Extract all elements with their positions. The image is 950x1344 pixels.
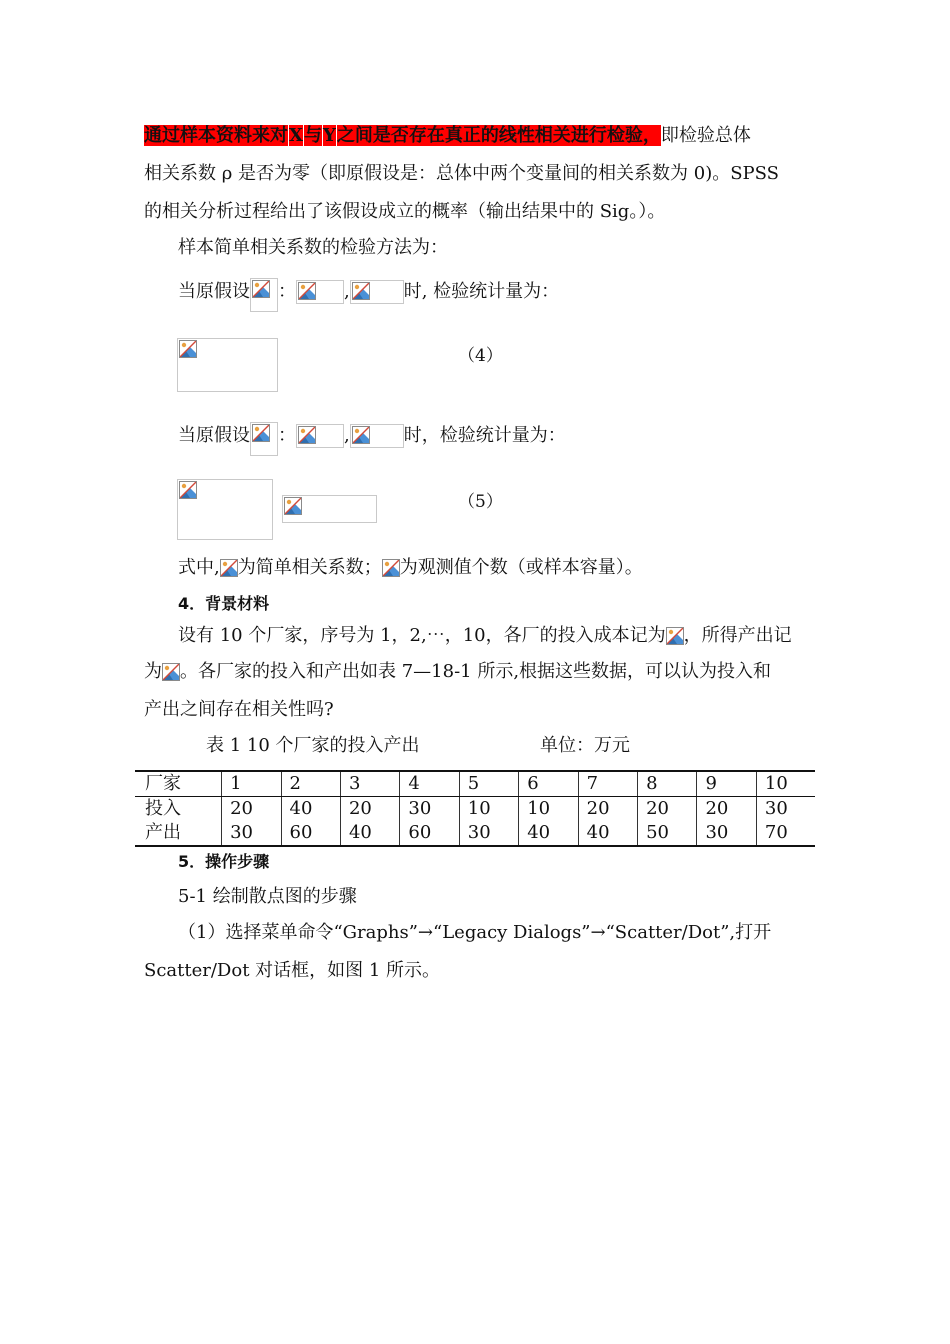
- table-cell: 8: [638, 771, 697, 797]
- table-cell: 10: [459, 797, 518, 822]
- equation-number: （4）: [458, 346, 503, 366]
- formula-image: [296, 424, 344, 448]
- table-cell: 10: [756, 771, 815, 797]
- table-cell: 6: [519, 771, 578, 797]
- table-cell: 30: [400, 797, 459, 822]
- para1-line2: 相关系数 ρ 是否为零（即原假设是：总体中两个变量间的相关系数为 0)。SPSS: [144, 163, 780, 184]
- table-cell: 30: [222, 821, 281, 846]
- table-cell: 30: [697, 821, 756, 846]
- broken-image-icon: [220, 559, 238, 577]
- broken-image-icon: [162, 663, 180, 681]
- cond-colon: ：: [278, 281, 296, 302]
- table-cell: 4: [400, 771, 459, 797]
- broken-image-icon: [382, 559, 400, 577]
- text: 。各厂家的投入和产出如表 7—18-1 所示,根据这些数据，可以认为投入和: [180, 661, 772, 682]
- table-cell: 60: [281, 821, 340, 846]
- formula-image: [282, 495, 377, 523]
- bg-line1: [178, 624, 792, 648]
- broken-image-icon: [352, 426, 370, 444]
- table-cell: 20: [340, 797, 399, 822]
- table-cell: 20: [578, 797, 637, 822]
- bg-line2: [144, 660, 771, 684]
- table-cell: 30: [459, 821, 518, 846]
- step1-line1: （1）选择菜单命令“Graphs”→“Legacy Dialogs”→“Scatter/Dot”,打开: [178, 922, 772, 943]
- table-cell: 40: [281, 797, 340, 822]
- text: 式中,: [178, 557, 220, 578]
- para1-line3: 的相关分析过程给出了该假设成立的概率（输出结果中的 Sig。）。: [144, 201, 666, 222]
- table-cell: 60: [400, 821, 459, 846]
- text: 为简单相关系数；: [237, 557, 382, 578]
- table-row: [135, 821, 815, 846]
- cond-comma: ,: [344, 281, 350, 302]
- highlight-text: 通过样本资料来对: [144, 125, 288, 146]
- text: 为: [144, 661, 162, 682]
- equation-number: （5）: [458, 492, 503, 512]
- highlight-text: 与: [303, 125, 322, 146]
- data-table: [135, 770, 815, 847]
- table-cell: 9: [697, 771, 756, 797]
- text: 即检验总体: [660, 125, 751, 146]
- broken-image-icon: [252, 424, 270, 442]
- step1-line2: Scatter/Dot 对话框，如图 1 所示。: [144, 960, 441, 981]
- text: ，所得产出记: [683, 625, 792, 646]
- var-y: Y: [322, 125, 336, 146]
- broken-image-icon: [179, 481, 197, 499]
- formula-image: [250, 422, 278, 456]
- broken-image-icon: [298, 282, 316, 300]
- table-cell: 10: [519, 797, 578, 822]
- table-cell: 产出: [135, 821, 222, 846]
- broken-image-icon: [298, 426, 316, 444]
- table-cell: 20: [638, 797, 697, 822]
- cond-suffix: 时，检验统计量为：: [403, 425, 566, 446]
- bg-line3: 产出之间存在相关性吗?: [144, 699, 334, 720]
- table-cell: 3: [340, 771, 399, 797]
- cond-colon: ：: [278, 425, 296, 446]
- cond-suffix: 时, 检验统计量为：: [403, 281, 560, 302]
- table-cell: 70: [756, 821, 815, 846]
- formula-image: [296, 280, 344, 304]
- formula-image: [350, 424, 404, 448]
- section-heading-5: 5．操作步骤: [178, 852, 270, 871]
- step-5-1: 5-1 绘制散点图的步骤: [178, 886, 357, 907]
- cond-prefix: 当原假设: [178, 281, 250, 302]
- table-cell: 40: [340, 821, 399, 846]
- table-cell: 7: [578, 771, 637, 797]
- table-cell: 40: [519, 821, 578, 846]
- equation-5-part: [282, 495, 377, 523]
- where-line: [178, 556, 643, 580]
- var-x: X: [289, 125, 303, 146]
- broken-image-icon: [252, 280, 270, 298]
- table-cell: 5: [459, 771, 518, 797]
- table-cell: 厂家: [135, 771, 222, 797]
- table-cell: 2: [281, 771, 340, 797]
- broken-image-icon: [352, 282, 370, 300]
- formula-image: [177, 479, 273, 540]
- equation-5: [177, 479, 273, 540]
- table-cell: 1: [222, 771, 281, 797]
- table-cell: 40: [578, 821, 637, 846]
- table-cell: 投入: [145, 798, 181, 819]
- formula-image: [350, 280, 404, 304]
- highlight-text: 之间是否存在真正的线性相关进行检验，: [336, 125, 661, 146]
- table-cell: 20: [222, 797, 281, 822]
- table-cell: 30: [756, 797, 815, 822]
- intro-line: 样本简单相关系数的检验方法为：: [178, 237, 448, 258]
- broken-image-icon: [179, 340, 197, 358]
- table-caption: 表 1 10 个厂家的投入产出: [206, 735, 420, 756]
- formula-image: [177, 338, 278, 392]
- table-cell: 50: [638, 821, 697, 846]
- cond-prefix: 当原假设: [178, 425, 250, 446]
- table-unit: 单位：万元: [540, 735, 630, 756]
- cond-comma: ,: [344, 425, 350, 446]
- table-row: [135, 797, 815, 822]
- table-row: [135, 771, 815, 797]
- text: 为观测值个数（或样本容量）。: [399, 557, 643, 578]
- cond1-line: [178, 272, 559, 312]
- equation-4: [177, 338, 278, 392]
- broken-image-icon: [284, 497, 302, 515]
- cond2-line: [178, 416, 566, 456]
- para1-line1: [144, 124, 751, 148]
- broken-image-icon: [666, 627, 684, 645]
- section-heading-4: 4．背景材料: [178, 594, 270, 613]
- formula-image: [250, 278, 278, 312]
- text: 设有 10 个厂家，序号为 1，2,⋯，10，各厂的投入成本记为: [178, 625, 666, 646]
- table-cell: 20: [697, 797, 756, 822]
